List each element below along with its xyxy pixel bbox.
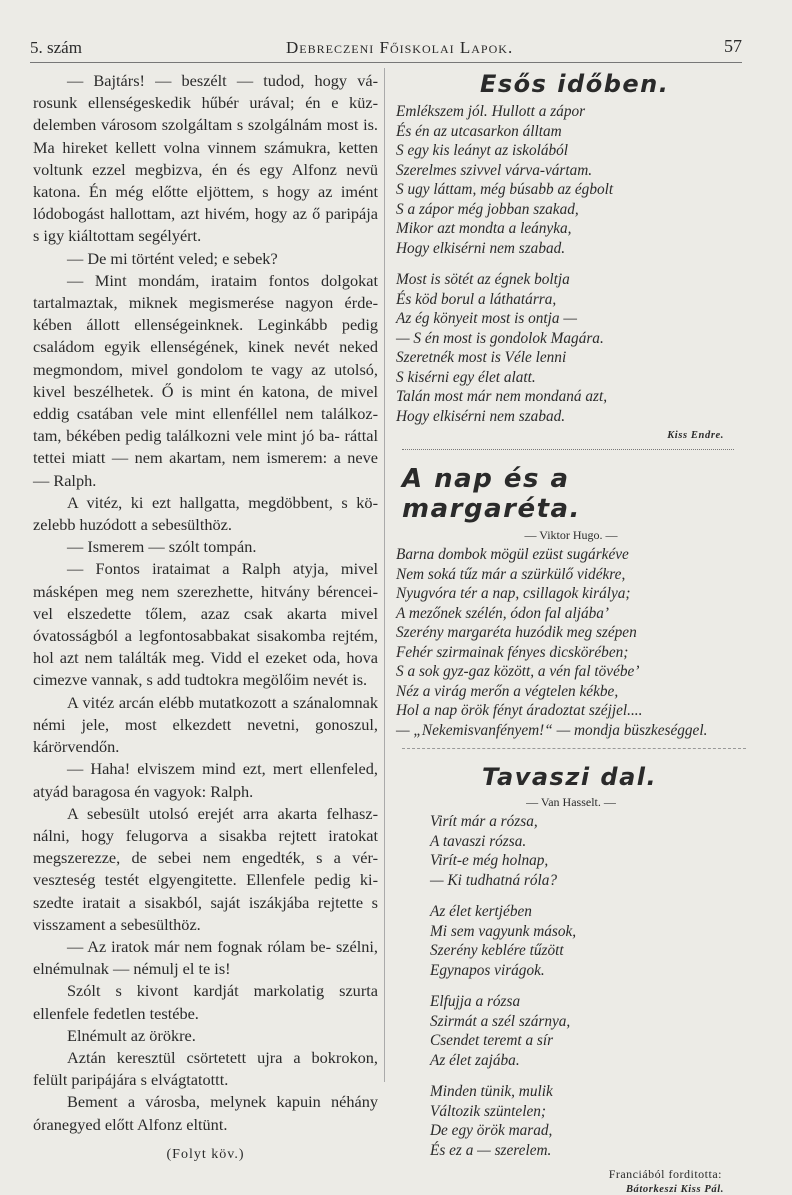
poem-line: Fehér szirmainak fényes dicskörében; (396, 643, 629, 661)
poem-stanza (430, 812, 746, 890)
poem-line: S a zápor még jobban szakad, (396, 200, 579, 218)
poem-line: Nem soká tűz már a szürkülő vidékre, (396, 565, 626, 583)
poem-line: Virít-e még holnap, (430, 852, 549, 869)
poem-line: Szeretnék most is Véle lenni (396, 349, 567, 366)
poem-line: És én az utcasarkon álltam (396, 122, 562, 140)
poem-line: S ugy láttam, még búsabb az égbolt (396, 181, 614, 198)
poem-line: Mi sem vagyunk mások, (430, 922, 577, 940)
section-separator (402, 748, 746, 749)
issue-number: 5. szám (30, 38, 82, 57)
poem-line: Emlékszem jól. Hullott a zápor (396, 103, 586, 120)
poem-line: És köd borul a láthatárra, (396, 290, 557, 308)
poem-line: S kisérni egy élet alatt. (396, 368, 536, 386)
poem-line: Szerény keblére tűzött (430, 942, 564, 959)
story-paragraph: — De mi történt veled; e sebek? (67, 248, 278, 268)
poem-line: — S én most is gondolok Magára. (396, 329, 604, 347)
story-paragraph: — Fontos irataimat a Ralph atyja, mivel másképen meg nem szerezhette, hitvány bérencei- vel elszedette tőlem, azaz csak akarta mivel óvatosságból a legfontosabbakat sisakomba rejtém, hol azt nem találták meg. Vidd el ezeket oda, hova cimezve vannak, s add tudtokra megölőim nevét is. (33, 559, 378, 690)
poem-line: De egy örök marad, (430, 1122, 553, 1139)
poem-line: A tavaszi rózsa. (430, 832, 527, 850)
poem-stanza (396, 102, 746, 258)
poem-line: Egynapos virágok. (430, 961, 545, 979)
poem-stanza (430, 992, 746, 1070)
column-divider (384, 68, 385, 1082)
page-header (30, 32, 772, 60)
story-paragraph: A vitéz arcán elébb mutatkozott a szánalomnak némi jele, most elkezdett nevetni, gonoszul, kárörvendőn. (33, 692, 378, 757)
poem-line: Most is sötét az égnek boltja (396, 271, 570, 288)
poem-line: Talán most már nem mondaná azt, (396, 388, 608, 405)
story-paragraph: — Bajtárs! — beszélt — tudod, hogy vá- rosunk ellenségeskedik hűbér urával; én e küz- delemben városom szolgáltam s szolgálnám most is. Ma hireket kellett volna vinnem számukra, ketten voltunk ezzel megbizva, én és egy Alfonz nevü katona. Én még előtte eljöttem, s hogy az imént lódobogást hallottam, azt hivém, hogy az ő paripája s igy kiáltottam segélyért. (33, 71, 378, 246)
header-rule (30, 62, 742, 63)
poem-line: Hogy elkisérni nem szabad. (396, 239, 566, 257)
page-number: 57 (724, 36, 742, 56)
poem-line: A mezőnek szélén, ódon fal aljába’ (396, 604, 609, 622)
poem-line: Szirmát a szél szárnya, (430, 1012, 571, 1030)
poem-line: Elfujja a rózsa (430, 993, 521, 1010)
poem-line: Az ég könyeit most is ontja — (396, 310, 577, 327)
poem-title: Esős időben. (480, 70, 670, 98)
poem-stanza (430, 1082, 746, 1160)
story-column (33, 70, 378, 1166)
poem-line: Virít már a rózsa, (430, 813, 538, 830)
story-paragraph: — Haha! elviszem mind ezt, mert ellenfeled, atyád baragosa én vagyok: Ralph. (33, 759, 378, 801)
poem-stanza (396, 545, 746, 740)
story-paragraph: — Az iratok már nem fognak rólam be- szélni, elnémulnak — némulj el te is! (33, 936, 378, 979)
poem-line: Minden tünik, mulik (430, 1083, 553, 1100)
continuation-note: (Folyt köv.) (166, 1146, 245, 1162)
poem-line: Nyugvóra tér a nap, csillagok királya; (396, 585, 631, 602)
poem-title: A nap és a margaréta. (402, 464, 581, 524)
story-paragraph: — Mint mondám, irataim fontos dolgokat tartalmaztak, miknek megismerése nagyon érde- kében állott ellenségeinknek. Leginkább pedig családom egyik ellenségének, kinek nevét neked megmondom, mivel gondolom te vagy az utolsó, kivel beszélhetek. Ő is mint én katona, de mivel eddig csatában vele mint ellenféllel nem találkoz- tam, békében pedig találkozni vele mint jó ba- ráttal tettei miatt — nem akartam, nem ismerem: a neve — Ralph. (33, 270, 378, 490)
poem-subtitle: — Viktor Hugo. — (524, 528, 618, 542)
journal-title: Debreczeni Főiskolai Lapok. (286, 38, 514, 57)
poem-line: S a sok gyz-gaz között, a vén fal tövébe’ (396, 663, 640, 680)
poems-column (396, 70, 746, 1195)
poem-line: — Ki tudhatná róla? (430, 871, 558, 889)
story-paragraph: Bement a városba, melynek kapuin néhány óranegyed előtt Alfonz eltünt. (33, 1092, 378, 1134)
poem-line: — „Nekemisvanfényem!“ — mondja büszkeséggel. (396, 721, 708, 739)
section-separator (402, 449, 734, 450)
poem-line: Hol a nap örök fényt áradoztat széjjel.... (396, 702, 643, 719)
poem-line: Barna dombok mögül ezüst sugárkéve (396, 546, 629, 563)
poem-author: Kiss Endre. (667, 430, 724, 441)
poem-line: Mikor azt mondta a leányka, (396, 220, 572, 237)
poem-line: Változik szüntelen; (430, 1102, 546, 1120)
translation-credit: Franciából forditotta: (608, 1167, 722, 1181)
poem-line: És ez a — szerelem. (430, 1141, 552, 1159)
poem-line: S egy kis leányt az iskolából (396, 142, 569, 159)
poem-line: Csendet teremt a sír (430, 1032, 554, 1049)
poem-subtitle: — Van Hasselt. — (526, 795, 616, 809)
poem-line: Szerelmes szivvel várva-vártam. (396, 161, 593, 179)
story-paragraph: — Ismerem — szólt tompán. (67, 537, 257, 557)
poem-line: Az élet zajába. (430, 1051, 520, 1069)
poem-title: Tavaszi dal. (482, 763, 658, 791)
story-paragraph: Aztán keresztül csörtetett ujra a bokrokon, felült paripájára s elvágtatottt. (33, 1047, 378, 1090)
story-paragraph: Elnémult az örökre. (67, 1025, 196, 1045)
poem-line: Néz a virág merőn a végtelen kékbe, (396, 682, 619, 700)
story-paragraph: A vitéz, ki ezt hallgatta, megdöbbent, s kö- zelebb huzódott a sebesülthöz. (33, 492, 378, 535)
poem-line: Az élet kertjében (430, 903, 532, 920)
poem-line: Hogy elkisérni nem szabad. (396, 407, 566, 425)
poem-line: Szerény margaréta huzódik meg szépen (396, 624, 637, 641)
poem-stanza (430, 902, 746, 980)
translator-name: Bátorkeszi Kiss Pál. (625, 1184, 724, 1195)
story-paragraph: Szólt s kivont kardját markolatig szurta ellenfele fedetlen testébe. (33, 981, 378, 1023)
story-paragraph: A sebesült utolsó erejét arra akarta felhasz- nálni, hogy felugorva a sisakba rejtett iratokat megszerezze, de sebei nem engedték, s a vér- veszteség testét elgyengitette. Ellenfele pedig ki- szedte iratait a sisakból, saját iszákjába rejtette s visszament a sebesülthöz. (33, 803, 378, 934)
poem-stanza (396, 270, 746, 426)
